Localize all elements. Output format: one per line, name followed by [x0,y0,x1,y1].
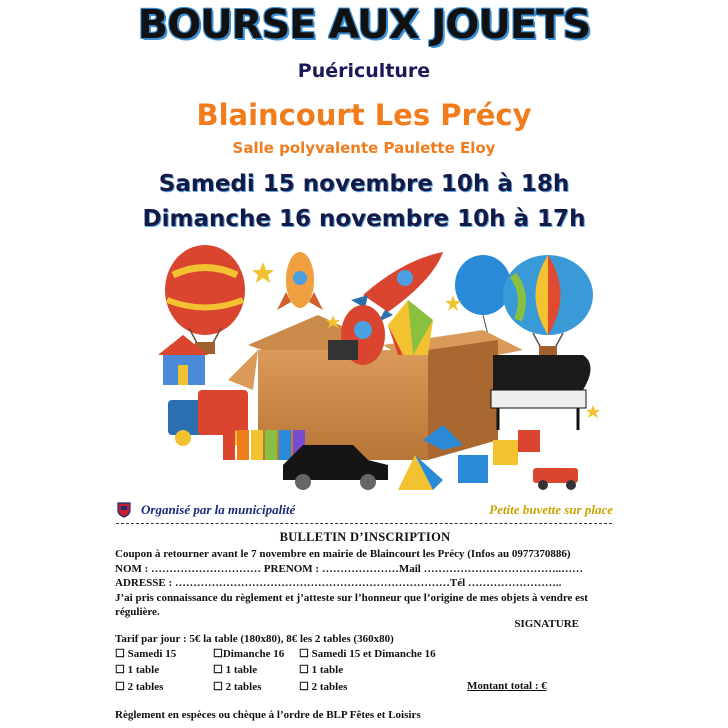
balloon-blue [455,255,511,335]
buvette-text: Petite buvette sur place [489,502,613,517]
checkbox-saturday-2-tables[interactable]: ☐ 2 tables [115,681,164,693]
checkbox-saturday[interactable]: ☐ Samedi 15 [115,648,177,660]
hot-air-balloon-left [165,245,245,354]
municipality-shield-icon [117,502,131,518]
checkbox-sunday[interactable]: ☐Dimanche 16 [213,648,285,660]
tarif-text: Tarif par jour : 5€ la table (180x80), 8€ les 2 tables (360x80) [115,633,394,645]
organizer-row [117,501,613,521]
poster-title: BOURSE AUX JOUETS [137,2,591,48]
poster-venue: Salle polyvalente Paulette Eloy [232,139,496,157]
checkbox-sunday-2-tables[interactable]: ☐ 2 tables [213,681,262,693]
toys-illustration [153,240,608,502]
checkbox-both-2-tables[interactable]: ☐ 2 tables [299,681,348,693]
form-title: BULLETIN D’INSCRIPTION [279,530,451,544]
name-field-line[interactable]: NOM : ………………………… PRENOM : …………………Mail ………………………………..…… [115,563,584,575]
checkbox-both-1-table[interactable]: ☐ 1 table [299,664,344,676]
signature-label: SIGNATURE [514,618,579,630]
poster-location: Blaincourt Les Précy [196,98,532,132]
checkbox-saturday-1-table[interactable]: ☐ 1 table [115,664,160,676]
rocket-standing [277,252,323,310]
checkbox-sunday-1-table[interactable]: ☐ 1 table [213,664,258,676]
hot-air-balloon-right [503,255,593,356]
poster-date-sunday: Dimanche 16 novembre 10h à 17h [142,206,586,232]
poster-date-saturday: Samedi 15 novembre 10h à 18h [158,171,570,197]
attestation-text: J’ai pris connaissance du règlement et j’atteste sur l’honneur que l’origine de mes objets à vendre est régulière. [115,592,588,618]
toy-piano [491,355,591,430]
cut-dashed-line [116,523,612,524]
payment-instructions: Règlement en espèces ou chèque à l’ordre de BLP Fêtes et Loisirs [115,709,421,721]
coupon-instructions: Coupon à retourner avant le 7 novembre en mairie de Blaincourt les Précy (Infos au 0977370886) [115,548,571,560]
toy-pyramid [398,455,443,490]
checkbox-both-days[interactable]: ☐ Samedi 15 et Dimanche 16 [299,648,436,660]
toy-truck [168,390,248,446]
toy-red-car [533,468,578,490]
total-amount-field[interactable]: Montant total : € [467,680,547,692]
poster-subtitle: Puériculture [297,60,431,82]
address-field-line[interactable]: ADRESSE : …………………………………………………………………Tél …………………….. [115,577,562,589]
organizer-text: Organisé par la municipalité [141,502,296,517]
